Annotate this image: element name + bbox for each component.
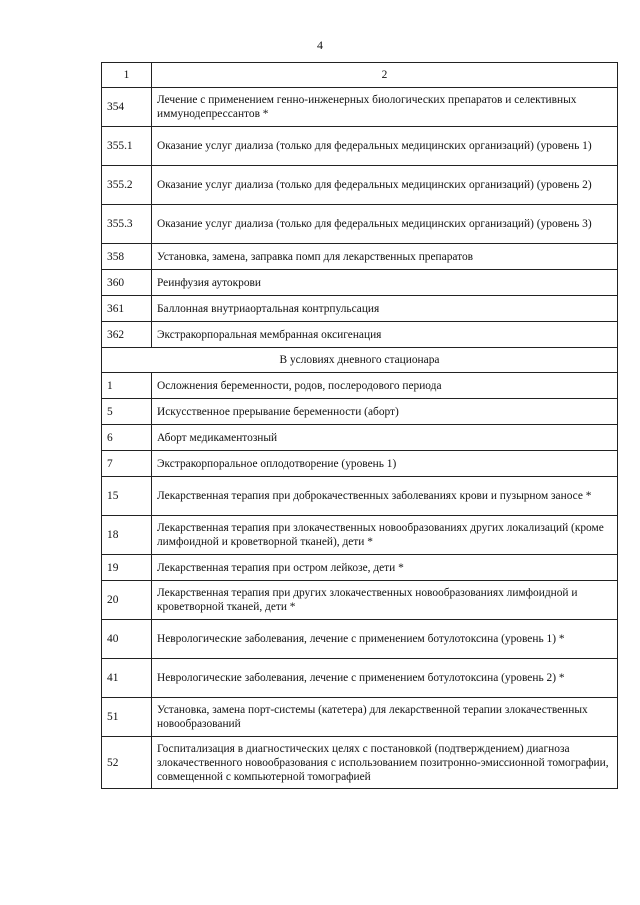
row-code: 20	[102, 581, 152, 620]
row-name: Установка, замена порт-системы (катетера) для лекарственной терапии злокачественных новообразований	[152, 698, 618, 737]
services-table	[101, 62, 618, 789]
row-code: 52	[102, 737, 152, 789]
table-row	[102, 737, 618, 789]
row-code: 5	[102, 399, 152, 425]
row-name: Госпитализация в диагностических целях с постановкой (подтверждением) диагноза злокачественного новообразования с использованием позитронно-эмиссионной томографии, совмещенной с компьютерной томографией	[152, 737, 618, 789]
row-name: Оказание услуг диализа (только для федеральных медицинских организаций) (уровень 1)	[152, 127, 618, 166]
table-header-row	[102, 63, 618, 88]
table-row	[102, 244, 618, 270]
row-code: 19	[102, 555, 152, 581]
section-block	[102, 348, 618, 373]
row-code: 51	[102, 698, 152, 737]
row-name: Лекарственная терапия при остром лейкозе, дети *	[152, 555, 618, 581]
column-number-1: 1	[102, 63, 152, 88]
table-row	[102, 581, 618, 620]
table-row	[102, 555, 618, 581]
row-name: Реинфузия аутокрови	[152, 270, 618, 296]
table-row	[102, 166, 618, 205]
row-name: Аборт медикаментозный	[152, 425, 618, 451]
table-row	[102, 399, 618, 425]
row-name: Неврологические заболевания, лечение с применением ботулотоксина (уровень 1) *	[152, 620, 618, 659]
row-name: Лекарственная терапия при других злокачественных новообразованиях лимфоидной и кроветворной тканей, дети *	[152, 581, 618, 620]
table-row	[102, 296, 618, 322]
row-name: Искусственное прерывание беременности (аборт)	[152, 399, 618, 425]
row-code: 360	[102, 270, 152, 296]
row-code: 7	[102, 451, 152, 477]
table-row	[102, 88, 618, 127]
table-body-part2	[102, 373, 618, 789]
table-row	[102, 205, 618, 244]
section-title: В условиях дневного стационара	[102, 348, 618, 373]
row-name: Установка, замена, заправка помп для лекарственных препаратов	[152, 244, 618, 270]
row-code: 6	[102, 425, 152, 451]
table-row	[102, 516, 618, 555]
table-row	[102, 477, 618, 516]
table-row	[102, 451, 618, 477]
table-row	[102, 425, 618, 451]
row-name: Оказание услуг диализа (только для федеральных медицинских организаций) (уровень 3)	[152, 205, 618, 244]
table-row	[102, 270, 618, 296]
row-name: Осложнения беременности, родов, послеродового периода	[152, 373, 618, 399]
table-row	[102, 659, 618, 698]
row-code: 355.3	[102, 205, 152, 244]
row-code: 41	[102, 659, 152, 698]
row-name: Оказание услуг диализа (только для федеральных медицинских организаций) (уровень 2)	[152, 166, 618, 205]
row-code: 15	[102, 477, 152, 516]
page-number: 4	[317, 38, 323, 52]
row-code: 362	[102, 322, 152, 348]
row-name: Экстракорпоральная мембранная оксигенация	[152, 322, 618, 348]
row-name: Лекарственная терапия при злокачественных новообразованиях других локализаций (кроме лимфоидной и кроветворной тканей), дети *	[152, 516, 618, 555]
section-row	[102, 348, 618, 373]
table-row	[102, 698, 618, 737]
row-code: 18	[102, 516, 152, 555]
table-row	[102, 620, 618, 659]
table-row	[102, 127, 618, 166]
column-number-2: 2	[152, 63, 618, 88]
row-code: 355.2	[102, 166, 152, 205]
table-body-part1	[102, 88, 618, 348]
row-code: 361	[102, 296, 152, 322]
row-name: Лечение с применением генно-инженерных биологических препаратов и селективных иммунодепрессантов *	[152, 88, 618, 127]
row-code: 40	[102, 620, 152, 659]
row-name: Баллонная внутриаортальная контрпульсация	[152, 296, 618, 322]
row-code: 354	[102, 88, 152, 127]
table-row	[102, 322, 618, 348]
row-name: Лекарственная терапия при доброкачественных заболеваниях крови и пузырном заносе *	[152, 477, 618, 516]
row-code: 1	[102, 373, 152, 399]
row-name: Неврологические заболевания, лечение с применением ботулотоксина (уровень 2) *	[152, 659, 618, 698]
table-row	[102, 373, 618, 399]
row-code: 358	[102, 244, 152, 270]
row-code: 355.1	[102, 127, 152, 166]
row-name: Экстракорпоральное оплодотворение (уровень 1)	[152, 451, 618, 477]
